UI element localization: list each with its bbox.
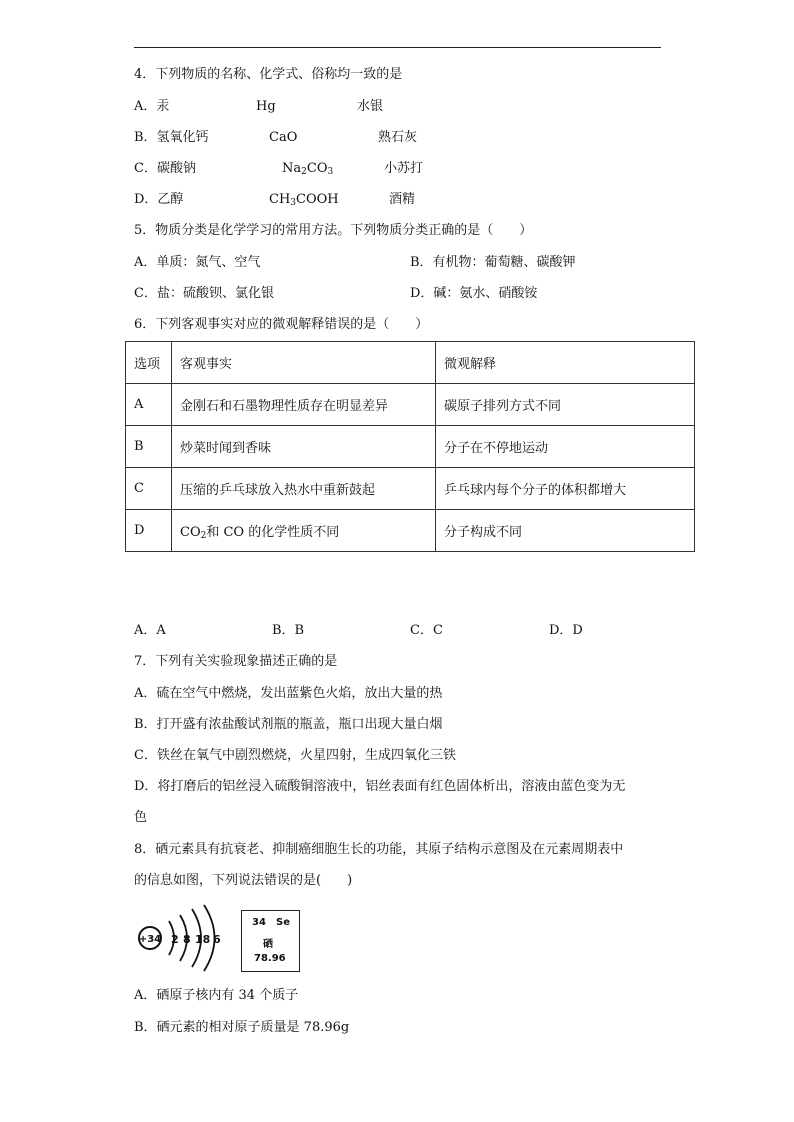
- q5-option-c: C．盐：硫酸钡、氯化银: [134, 286, 274, 301]
- q7-option-b: B．打开盛有浓盐酸试剂瓶的瓶盖，瓶口出现大量白烟: [134, 717, 443, 732]
- table-row: [126, 510, 695, 552]
- q4-option-d-formula: $CH_3COOH$: [269, 192, 339, 208]
- q4-option-c-formula: $Na_2CO_3$: [282, 161, 334, 177]
- q4-option-b-label: B．氢氧化钙: [134, 130, 209, 145]
- table-cell-option: B: [126, 426, 172, 468]
- q6-option-b: B．B: [272, 623, 305, 638]
- shell-count-3: 18: [195, 933, 211, 946]
- q8-stem-line1: 8．硒元素具有抗衰老、抑制癌细胞生长的功能，其原子结构示意图及在元素周期表中: [134, 842, 624, 857]
- q4-option-d-common: 酒精: [389, 192, 416, 207]
- header-rule: [134, 47, 661, 48]
- table-cell-explanation: 分子构成不同: [436, 510, 695, 552]
- atomic-number: 34: [252, 917, 266, 928]
- table-row: [126, 384, 695, 426]
- table-header-option: 选项: [126, 342, 172, 384]
- q7-stem: 7．下列有关实验现象描述正确的是: [134, 654, 338, 669]
- q7-option-c: C．铁丝在氧气中剧烈燃烧，火星四射，生成四氧化三铁: [134, 748, 456, 763]
- q5-option-a: A．单质：氮气、空气: [134, 255, 261, 270]
- element-symbol: Se: [276, 917, 290, 928]
- element-name: 硒: [263, 939, 273, 950]
- q4-stem: 4．下列物质的名称、化学式、俗称均一致的是: [134, 67, 403, 82]
- q4-option-b-common: 熟石灰: [378, 130, 418, 145]
- table-cell-option: A: [126, 384, 172, 426]
- periodic-table-cell: [241, 910, 300, 972]
- q5-option-b: B．有机物：葡萄糖、碳酸钾: [410, 255, 576, 270]
- q4-option-a-label: A．汞: [134, 99, 170, 114]
- table-cell-fact: 金刚石和石墨物理性质存在明显差异: [172, 384, 436, 426]
- q4-option-c-common: 小苏打: [384, 161, 424, 176]
- q6-stem: 6．下列客观事实对应的微观解释错误的是（ ）: [134, 317, 429, 332]
- shell-count-1: 2: [171, 933, 179, 946]
- q8-option-a: A．硒原子核内有 34 个质子: [134, 988, 299, 1003]
- atomic-mass: 78.96: [254, 953, 286, 964]
- shell-count-2: 8: [183, 933, 191, 946]
- table-cell-fact: 炒菜时闻到香味: [172, 426, 436, 468]
- q6-option-c: C．C: [410, 623, 443, 638]
- q6-table: [125, 341, 695, 552]
- table-cell-explanation: 碳原子排列方式不同: [436, 384, 695, 426]
- table-cell-option: D: [126, 510, 172, 552]
- table-cell-explanation: 分子在不停地运动: [436, 426, 695, 468]
- q8-option-b: B．硒元素的相对原子质量是 78.96g: [134, 1020, 350, 1035]
- shell-count-4: 6: [213, 933, 221, 946]
- q7-option-d: D．将打磨后的铝丝浸入硫酸铜溶液中，铝丝表面有红色固体析出，溶液由蓝色变为无: [134, 779, 626, 794]
- q4-option-b-formula: CaO: [269, 130, 298, 145]
- nucleus-charge: +34: [138, 934, 162, 945]
- table-header-row: [126, 342, 695, 384]
- table-header-fact: 客观事实: [172, 342, 436, 384]
- table-cell-fact: 压缩的乒乓球放入热水中重新鼓起: [172, 468, 436, 510]
- q7-option-d-continued: 色: [134, 810, 148, 825]
- table-cell-explanation: 乒乓球内每个分子的体积都增大: [436, 468, 695, 510]
- q6-option-d: D．D: [549, 623, 583, 638]
- q8-stem-line2: 的信息如图，下列说法错误的是( ): [134, 873, 353, 888]
- q5-option-d: D．碱：氨水、硝酸铵: [410, 286, 538, 301]
- q4-option-c-label: C．碳酸钠: [134, 161, 196, 176]
- table-row: [126, 468, 695, 510]
- q7-option-a: A．硫在空气中燃烧，发出蓝紫色火焰，放出大量的热: [134, 686, 443, 701]
- table-header-explanation: 微观解释: [436, 342, 695, 384]
- q5-stem: 5．物质分类是化学学习的常用方法。下列物质分类正确的是（ ）: [134, 223, 533, 238]
- q4-option-a-common: 水银: [357, 99, 384, 114]
- q6-option-a: A．A: [134, 623, 166, 638]
- table-cell-option: C: [126, 468, 172, 510]
- q4-option-d-label: D．乙醇: [134, 192, 184, 207]
- table-row: [126, 426, 695, 468]
- q4-option-a-formula: Hg: [256, 99, 276, 114]
- table-cell-fact: $CO_2$和 CO 的化学性质不同: [172, 510, 436, 552]
